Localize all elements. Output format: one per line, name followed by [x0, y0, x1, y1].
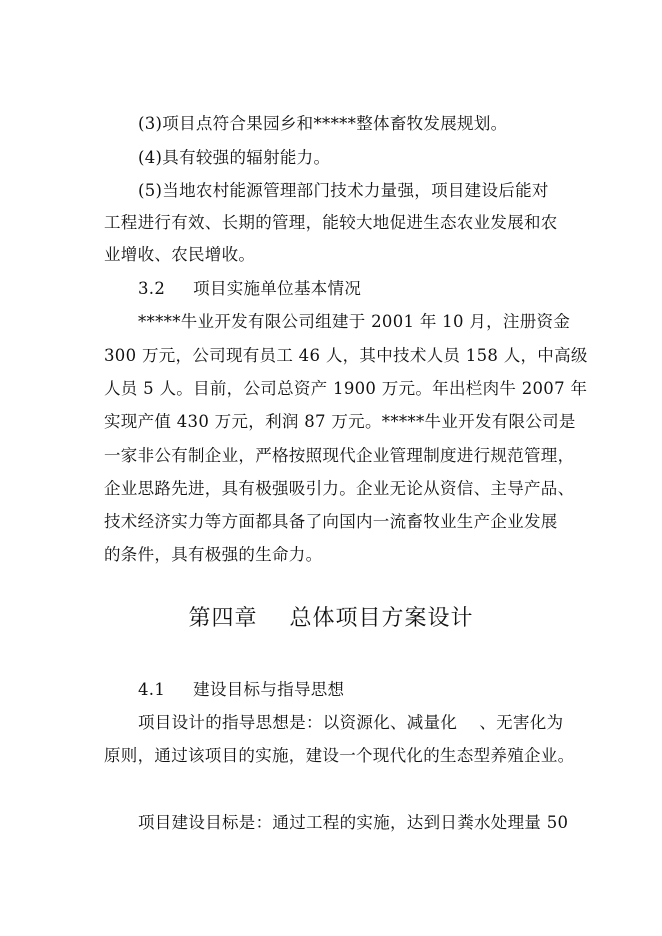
section-title: 建设目标与指导思想	[193, 680, 345, 699]
paragraph-line-16: 项目建设目标是：通过工程的实施，达到日粪水处理量 50	[138, 813, 569, 832]
section-title: 项目实施单位基本情况	[193, 279, 362, 298]
section-heading-4-1	[138, 680, 344, 700]
paragraph-line-1: (3)项目点符合果园乡和*****整体畜牧发展规划。	[138, 114, 508, 133]
paragraph-line-15: 原则，通过该项目的实施，建设一个现代化的生态型养殖企业。	[104, 746, 575, 765]
paragraph-line-10: 一家非公有制企业，严格按照现代企业管理制度进行规范管理，	[104, 446, 575, 465]
paragraph-line-4: 工程进行有效、长期的管理，能较大地促进生态农业发展和农	[104, 213, 558, 232]
paragraph-line-13: 的条件，具有极强的生命力。	[104, 545, 323, 564]
chapter-heading: 第四章 总体项目方案设计	[188, 606, 474, 631]
paragraph-line-9: 实现产值 430 万元，利润 87 万元。*****牛业开发有限公司是	[104, 412, 576, 431]
paragraph-line-7: 300 万元，公司现有员工 46 人，其中技术人员 158 人，中高级	[104, 346, 588, 365]
section-heading-3-2	[138, 279, 361, 299]
section-number: 4.1	[138, 680, 166, 699]
paragraph-line-3: (5)当地农村能源管理部门技术力量强，项目建设后能对	[138, 181, 549, 200]
paragraph-line-8: 人员 5 人。目前，公司总资产 1900 万元。年出栏肉牛 2007 年	[104, 379, 588, 398]
section-number: 3.2	[138, 279, 166, 298]
paragraph-line-11: 企业思路先进，具有极强吸引力。企业无论从资信、主导产品、	[104, 479, 575, 498]
paragraph-line-5: 业增收、农民增收。	[104, 245, 256, 264]
paragraph-line-12: 技术经济实力等方面都具备了向国内一流畜牧业生产企业发展	[104, 512, 558, 531]
paragraph-line-6: *****牛业开发有限公司组建于 2001 年 10 月，注册资金	[138, 312, 571, 331]
paragraph-line-14: 项目设计的指导思想是：以资源化、减量化 、无害化为	[138, 713, 564, 732]
paragraph-line-2: (4)具有较强的辐射能力。	[138, 148, 331, 167]
